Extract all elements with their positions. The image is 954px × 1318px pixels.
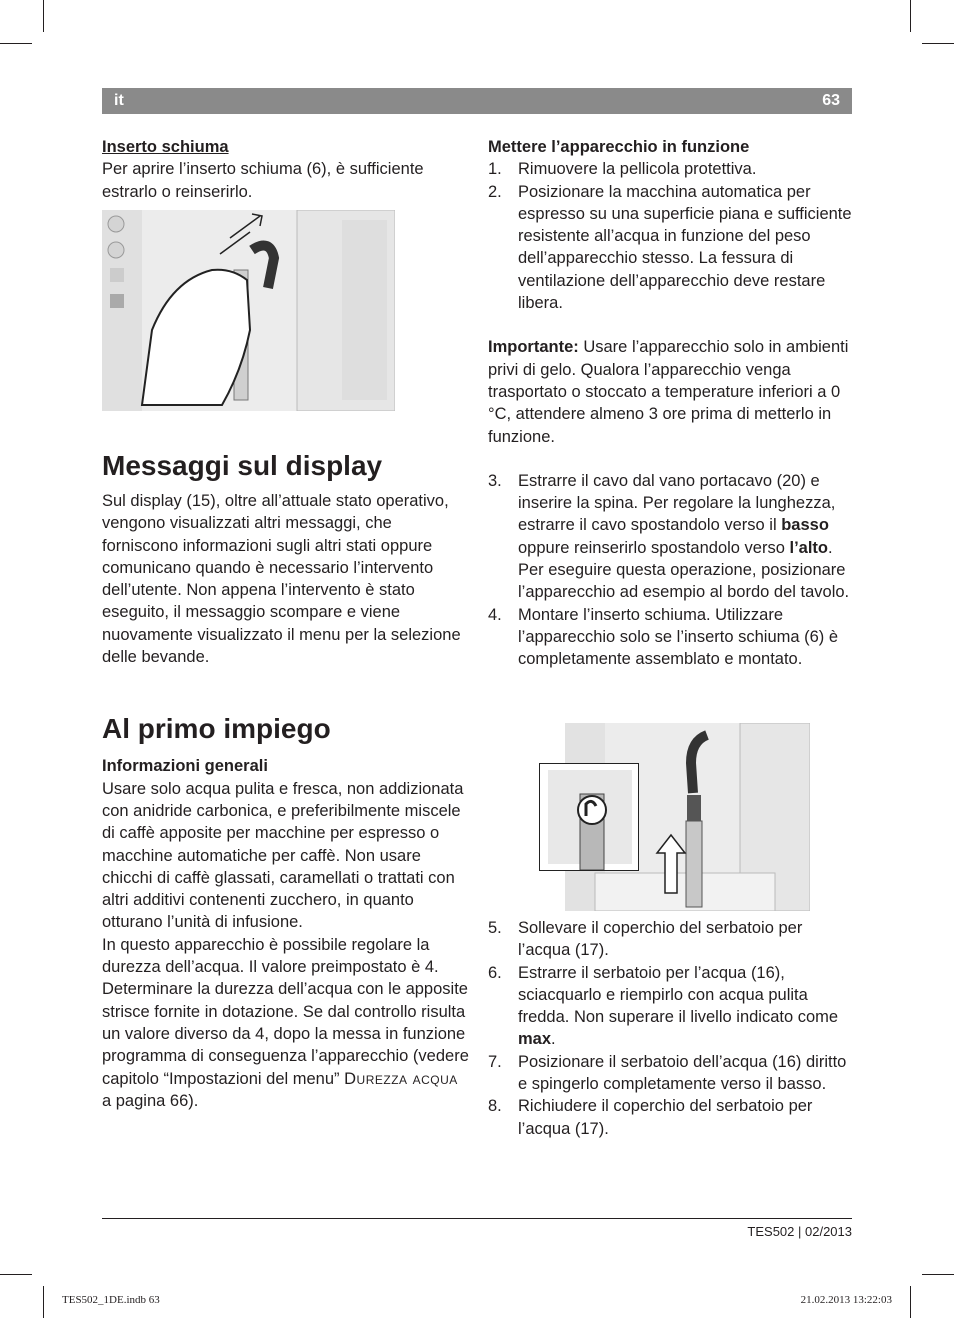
step-text: Posizionare il serbatoio dell’acqua (16) diritto e spingerlo completamente verso il basso. [518, 1052, 847, 1094]
list-item [488, 470, 854, 604]
steps-list-a [488, 158, 854, 314]
crop-mark [43, 0, 44, 32]
list-item [488, 917, 854, 962]
list-item [488, 1095, 854, 1140]
list-item [488, 181, 854, 315]
info-text-2 [102, 934, 470, 1112]
importante-text: Usare l’apparecchio solo in ambienti privi di gelo. Qualora l’apparecchio venga trasportato o stoccato a temperature inferiori a 0 °C, attendere almeno 3 ore prima di metterlo in funzione. [488, 338, 849, 446]
slug-file: TES502_1DE.indb 63 [62, 1294, 160, 1306]
step-number: 4. [488, 605, 502, 624]
left-column [102, 136, 470, 203]
left-column-lower [102, 449, 470, 1112]
step-text: Estrarre il cavo dal vano portacavo (20) e inserire la spina. Per regolare la lunghezza, estrarre il cavo spostandolo verso il [518, 471, 836, 535]
step-number: 1. [488, 160, 502, 179]
bold-word: l’alto [789, 538, 829, 557]
footer-rule [102, 1218, 852, 1219]
info-text-2b: a pagina 66). [102, 1091, 199, 1110]
step-text: Estrarre il serbatoio per l’acqua (16), sciacquarlo e riempirlo con acqua pulita fredda. Non superare il livello indicato come [518, 963, 839, 1027]
info-title: Informazioni generali [102, 757, 268, 776]
inserto-text: Per aprire l’inserto schiuma (6), è sufficiente estrarlo o reinserirlo. [102, 160, 424, 201]
step-text: . Per eseguire questa operazione, posizionare l’apparecchio ad esempio al bordo del tavolo. [518, 538, 850, 602]
slug-date: 21.02.2013 13:22:03 [800, 1294, 892, 1306]
page-header [102, 88, 852, 114]
info-text-1: Usare solo acqua pulita e fresca, non addizionata con anidride carbonica, e preferibilmente miscele di caffè apposite per macchine per espresso o macchine automatiche per caffè. Non usare chicchi di caffè glassati, caramellati o trattati con altri additivi contenenti zucchero, in quanto otturano l’unità di infusione. [102, 779, 464, 932]
messaggi-text: Sul display (15), oltre all’attuale stato operativo, vengono visualizzati altri messaggi, che forniscono informazioni sugli altri stati oppure comunicano quando è necessario l’intervento dell’utente. Non appena l’intervento è stato eseguito, il messaggio scompare e viene nuovamente visualizzato il menu per la selezione delle bevande. [102, 492, 461, 667]
crop-mark [922, 43, 954, 44]
menu-reference: Durezza acqua [344, 1069, 458, 1088]
hand-frother-drawing [102, 210, 395, 411]
steps-list-b [488, 470, 854, 671]
frother-detail-inset [539, 763, 639, 871]
step-text: Richiudere il coperchio del serbatoio per l’acqua (17). [518, 1097, 813, 1138]
footer-model: TES502 | 02/2013 [747, 1224, 852, 1239]
right-column-lower [488, 917, 854, 1140]
list-item [488, 604, 854, 671]
info-text-2a: In questo apparecchio è possibile regolare la durezza dell’acqua. Il valore preimpostato è 4. Determinare la durezza dell’acqua con le apposite strisce fornite in dotazione. Se dal controllo risulta un valore diverso da 4, dopo la messa in funzione programma di conseguenza l’apparecchio (vedere capitolo “Impostazioni del menu” [102, 935, 469, 1088]
frother-illustration [102, 210, 395, 411]
language-code: it [114, 92, 124, 109]
step-text: oppure reinserirlo spostandolo verso [518, 538, 785, 557]
page-number: 63 [822, 92, 840, 109]
section-title-messaggi: Messaggi sul display [102, 450, 383, 481]
crop-mark [910, 0, 911, 32]
section-title-primo-impiego: Al primo impiego [102, 713, 331, 745]
step-text: Rimuovere la pellicola protettiva. [518, 160, 757, 179]
crop-mark [43, 1286, 44, 1318]
list-item [488, 962, 854, 1051]
right-column [488, 136, 854, 671]
step-text: . [551, 1030, 556, 1049]
bold-word: max [518, 1030, 552, 1049]
step-text: Montare l’inserto schiuma. Utilizzare l’apparecchio solo se l’inserto schiuma (6) è completamente assemblato e montato. [518, 605, 839, 669]
step-number: 2. [488, 182, 502, 201]
step-number: 6. [488, 963, 502, 982]
crop-mark [0, 1274, 32, 1275]
step-number: 5. [488, 919, 502, 937]
step-text: Posizionare la macchina automatica per espresso su una superficie piana e sufficiente resistente all’acqua in funzione del peso dell’apparecchio stesso. La fessura di ventilazione dell’apparecchio deve restare libera. [518, 182, 852, 313]
list-item [488, 1051, 854, 1096]
importante-paragraph [488, 336, 854, 447]
step-number: 3. [488, 471, 502, 490]
crop-mark [0, 43, 32, 44]
mettere-title: Mettere l’apparecchio in funzione [488, 138, 750, 156]
inserto-title: Inserto schiuma [102, 138, 229, 156]
bold-word: basso [781, 516, 829, 535]
step-text: Sollevare il coperchio del serbatoio per l’acqua (17). [518, 919, 803, 960]
crop-mark [922, 1274, 954, 1275]
importante-label: Importante: [488, 338, 579, 357]
step-number: 8. [488, 1097, 502, 1116]
step-number: 7. [488, 1052, 502, 1071]
list-item [488, 158, 854, 180]
steps-list-c [488, 917, 854, 1140]
frother-detail-drawing [540, 764, 638, 870]
crop-mark [910, 1286, 911, 1318]
